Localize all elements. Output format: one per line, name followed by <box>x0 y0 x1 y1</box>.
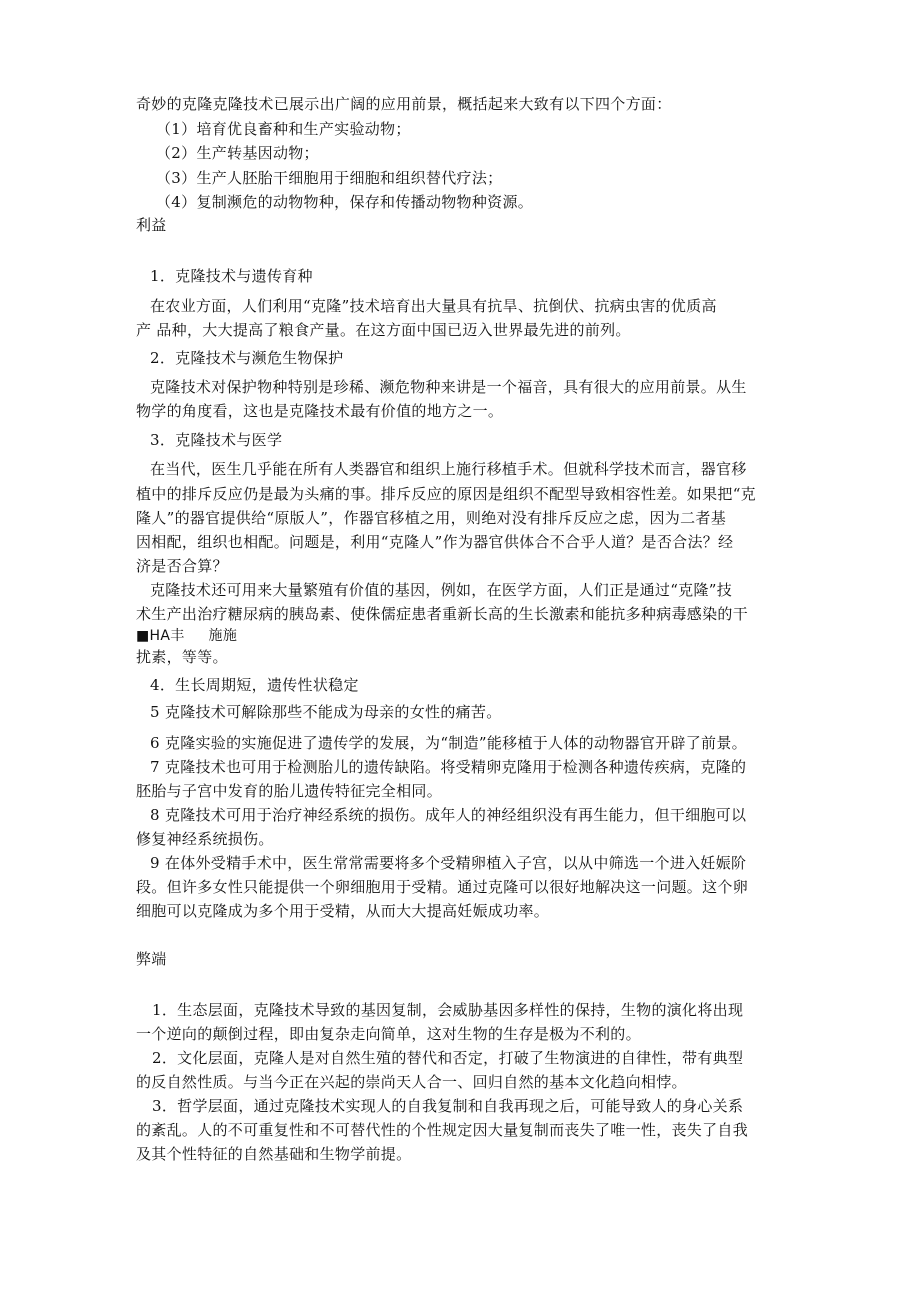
application-item-3: （3）生产人胚胎干细胞用于细胞和组织替代疗法； <box>156 169 503 187</box>
drawback-3: 的紊乱。人的不可重复性和不可替代性的个性规定因大量复制而丧失了唯一性，丧失了自我 <box>136 1121 749 1139</box>
application-item-1: （1）培育优良畜种和生产实验动物； <box>156 120 411 138</box>
artifact-text-a: ■HA丰 <box>136 628 185 644</box>
benefit-2-text: 克隆技术对保护物种特别是珍稀、濒危物种来讲是一个福音，具有很大的应用前景。从生 <box>150 378 747 396</box>
application-item-4: （4）复制濒危的动物物种，保存和传播动物物种资源。 <box>156 193 534 211</box>
benefit-9: 段。但许多女性只能提供一个卵细胞用于受精。通过克隆可以很好地解决这一问题。这个卵 <box>136 878 749 896</box>
drawback-1: 1．生态层面，克隆技术导致的基因复制，会威胁基因多样性的保持，生物的演化将出现 <box>152 1001 744 1019</box>
drawback-1: 一个逆向的颠倒过程，即由复杂走向简单，这对生物的生存是极为不利的。 <box>136 1025 641 1043</box>
benefit-1-title: 1．克隆技术与遗传育种 <box>150 267 313 285</box>
benefit-3-text: 在当代，医生几乎能在所有人类器官和组织上施行移植手术。但就科学技术而言，器官移 <box>150 460 747 478</box>
benefit-1-text: 产 品种，大大提高了粮食产量。在这方面中国已迈入世界最先进的前列。 <box>136 321 631 339</box>
artifact-text-b: 施施 <box>208 628 238 644</box>
benefit-2-title: 2．克隆技术与濒危生物保护 <box>150 349 344 367</box>
benefit-3-more: 术生产出治疗糖尿病的胰岛素、使侏儒症患者重新长高的生长激素和能抗多种病毒感染的干 <box>136 605 749 623</box>
benefit-3-text: 济是否合算？ <box>136 557 228 575</box>
benefit-7: 7 克隆技术也可用于检测胎儿的遗传缺陷。将受精卵克隆用于检测各种遗传疾病，克隆的 <box>150 758 747 776</box>
benefit-9: 细胞可以克隆成为多个用于受精，从而大大提高妊娠成功率。 <box>136 902 550 920</box>
drawback-3: 及其个性特征的自然基础和生物学前提。 <box>136 1145 412 1163</box>
benefit-6: 6 克隆实验的实施促进了遗传学的发展，为“制造”能移植于人体的动物器官开辟了前景。 <box>150 734 747 752</box>
benefit-3-text: 隆人”的器官提供给“原版人”，作器官移植之用，则绝对没有排斥反应之虑，因为二者基 <box>136 509 727 527</box>
benefit-8: 8 克隆技术可用于治疗神经系统的损伤。成年人的神经组织没有再生能力，但干细胞可以 <box>150 806 747 824</box>
benefit-5: 5 克隆技术可解除那些不能成为母亲的女性的痛苦。 <box>150 703 502 721</box>
benefit-7: 胚胎与子宫中发育的胎儿遗传特征完全相同。 <box>136 782 443 800</box>
benefit-2-text: 物学的角度看，这也是克隆技术最有价值的地方之一。 <box>136 402 504 420</box>
benefit-9: 9 在体外受精手术中，医生常常需要将多个受精卵植入子宫，以从中筛选一个进入妊娠阶 <box>150 854 747 872</box>
benefit-1-text: 在农业方面，人们利用“克隆”技术培育出大量具有抗旱、抗倒伏、抗病虫害的优质高 <box>150 297 717 315</box>
benefit-4-title: 4．生长周期短，遗传性状稳定 <box>150 676 359 694</box>
benefit-3-end: 扰素，等等。 <box>136 648 228 666</box>
benefit-8: 修复神经系统损伤。 <box>136 830 274 848</box>
benefits-heading: 利益 <box>136 216 167 234</box>
drawbacks-heading: 弊端 <box>136 950 167 968</box>
benefit-3-text: 因相配，组织也相配。问题是，利用“克隆人”作为器官供体合不合乎人道？是否合法？经 <box>136 533 734 551</box>
drawback-2: 2．文化层面，克隆人是对自然生殖的替代和否定，打破了生物演进的自律性，带有典型 <box>152 1049 744 1067</box>
benefit-3-text: 植中的排斥反应仍是最为头痛的事。排斥反应的原因是组织不配型导致相容性差。如果把“克 <box>136 485 756 503</box>
intro-line: 奇妙的克隆克隆技术已展示出广阔的应用前景，概括起来大致有以下四个方面： <box>136 95 672 113</box>
drawback-2: 的反自然性质。与当今正在兴起的崇尚天人合一、回归自然的基本文化趋向相悖。 <box>136 1073 687 1091</box>
benefit-3-more: 克隆技术还可用来大量繁殖有价值的基因，例如，在医学方面，人们正是通过“克隆”技 <box>150 581 733 599</box>
application-item-2: （2）生产转基因动物； <box>156 144 319 162</box>
benefit-3-title: 3．克隆技术与医学 <box>150 431 283 449</box>
drawback-3: 3．哲学层面，通过克隆技术实现人的自我复制和自我再现之后，可能导致人的身心关系 <box>152 1097 744 1115</box>
